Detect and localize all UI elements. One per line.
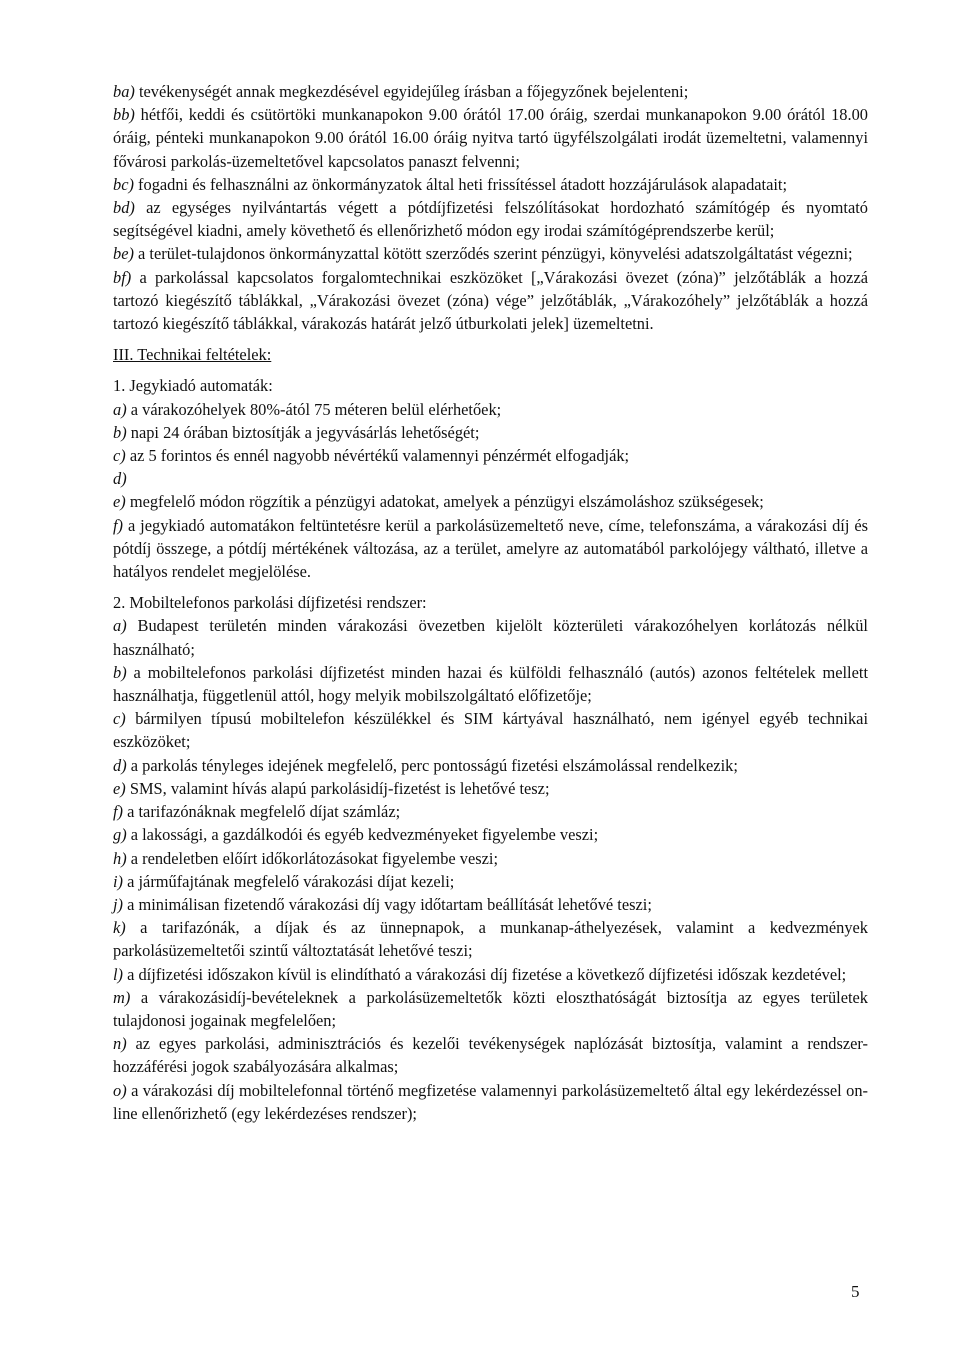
list-item: ba) tevékenységét annak megkezdésével egyidejűleg írásban a főjegyzőnek bejelenteni; xyxy=(113,82,689,101)
list-item: c) bármilyen típusú mobiltelefon készülékkel és SIM kártyával használható, nem igényel egyéb technikai eszközöket; xyxy=(113,709,868,752)
list-item: g) a lakossági, a gazdálkodói és egyéb kedvezményeket figyelembe veszi; xyxy=(113,825,599,845)
list-item: f) a jegykiadó automatákon feltüntetésre kerül a parkolásüzemeltető neve, címe, telefonszáma, a várakozási díj és pótdíj összege, a pótdíj mértékének változása, az a terület, amelyre az automatából parkolójegy váltható, illetve a hatályos rendelet megjelölése. xyxy=(113,515,868,582)
list-item: bf) a parkolással kapcsolatos forgalomtechnikai eszközöket [„Várakozási övezet (zóna)” jelzőtáblák a hozzá tartozó kiegészítő táblákkal, „Várakozási övezet (zóna) vége” jelzőtáblák, „Várakozóhely” jelzőtáblák a hozzá tartozó kiegészítő táblákkal, várakozás határát jelző útburkolati jelek] üzemeltetni. xyxy=(113,267,868,334)
list-item: e) SMS, valamint hívás alapú parkolásidíj-fizetést is lehetővé tesz; xyxy=(113,778,550,798)
list-item: n) az egyes parkolási, adminisztrációs és kezelői tevékenységek naplózását biztosítja, valamint a rendszer-hozzáférési jogok szabályozására alkalmas; xyxy=(113,1034,868,1077)
list-item: h) a rendeletben előírt időkorlátozásokat figyelembe veszi; xyxy=(113,848,499,868)
list-item: i) a járműfajtának megfelelő várakozási díjat kezeli; xyxy=(113,871,455,891)
list-item: a) Budapest területén minden várakozási övezetben kijelölt közterületi várakozóhelyen korlátozás nélkül használható; xyxy=(113,616,868,659)
list-item: b) napi 24 órában biztosítják a jegyvásárlás lehetőségét; xyxy=(113,422,480,442)
list-item: l) a díjfizetési időszakon kívül is elindítható a várakozási díj fizetése a következő díjfizetési időszak kezdetével; xyxy=(113,964,847,984)
list-item: d) xyxy=(113,469,127,489)
list-item: e) megfelelő módon rögzítik a pénzügyi adatokat, amelyek a pénzügyi elszámoláshoz szükségesek; xyxy=(113,492,764,512)
section-heading: III. Technikai feltételek: xyxy=(113,345,272,365)
list-item: bc) fogadni és felhasználni az önkormányzatok által heti frissítéssel átadott hozzájárulások alapadatait; xyxy=(113,174,788,194)
part-title: 2. Mobiltelefonos parkolási díjfizetési rendszer: xyxy=(113,593,427,613)
part-2 xyxy=(113,591,868,1125)
list-item: m) a várakozásidíj-bevételeknek a parkolásüzemeltetők közti eloszthatóságát biztosítja az egyes területek tulajdonosi jogainak megfelelően; xyxy=(113,987,868,1030)
list-item: b) a mobiltelefonos parkolási díjfizetést minden hazai és külföldi felhasználó (autós) azonos feltételek mellett használhatja, függetlenül attól, hogy melyik mobilszolgáltató előfizetője; xyxy=(113,662,868,706)
page-number: 5 xyxy=(851,1282,860,1301)
list-item: k) a tarifazónák, a díjak és az ünnepnapok, a munkanap-áthelyezések, valamint a kedvezmények parkolásüzemeltetői szintű változtatását lehetővé teszi; xyxy=(113,918,868,961)
list-item: d) a parkolás tényleges idejének megfelelő, perc pontosságú fizetési elszámolással rendelkezik; xyxy=(113,755,738,775)
list-item: j) a minimálisan fizetendő várakozási díj vagy időtartam beállítását lehetővé teszi; xyxy=(113,894,652,914)
list-item: o) a várakozási díj mobiltelefonnal történő megfizetése valamennyi parkolásüzemeltető által egy lekérdezéssel on-line ellenőrizhető (egy lekérdezéses rendszer); xyxy=(113,1080,868,1123)
section-b-list xyxy=(113,80,868,335)
list-item: bd) az egységes nyilvántartás végett a pótdíjfizetési felszólításokat hordozható számítógép és nyomtató segítségével kiadni, amely követhető és ellenőrizhető módon egy irodai számítógéprendszerbe kerül; xyxy=(113,198,868,241)
list-item: a) a várakozóhelyek 80%-ától 75 méteren belül elérhetőek; xyxy=(113,399,502,419)
part-title: 1. Jegykiadó automaták: xyxy=(113,376,273,396)
list-item: bb) hétfői, keddi és csütörtöki munkanapokon 9.00 órától 17.00 óráig, szerdai munkanapokon 9.00 órától 18.00 óráig, pénteki munkanapokon 9.00 órától 16.00 óráig nyitva tartó ügyfélszolgálati irodát üzemeltetni, valamennyi fővárosi parkolás-üzemeltetővel kapcsolatos panaszt felvenni; xyxy=(113,105,868,171)
document-page xyxy=(113,80,868,1125)
list-item: be) a terület-tulajdonos önkormányzattal kötött szerződés szerint pénzügyi, könyvelési adatszolgáltatást végezni; xyxy=(113,244,853,264)
list-item: c) az 5 forintos és ennél nagyobb névértékű valamennyi pénzérmét elfogadják; xyxy=(113,446,630,466)
list-item: f) a tarifazónáknak megfelelő díjat számláz; xyxy=(113,802,401,822)
part-1 xyxy=(113,374,868,583)
